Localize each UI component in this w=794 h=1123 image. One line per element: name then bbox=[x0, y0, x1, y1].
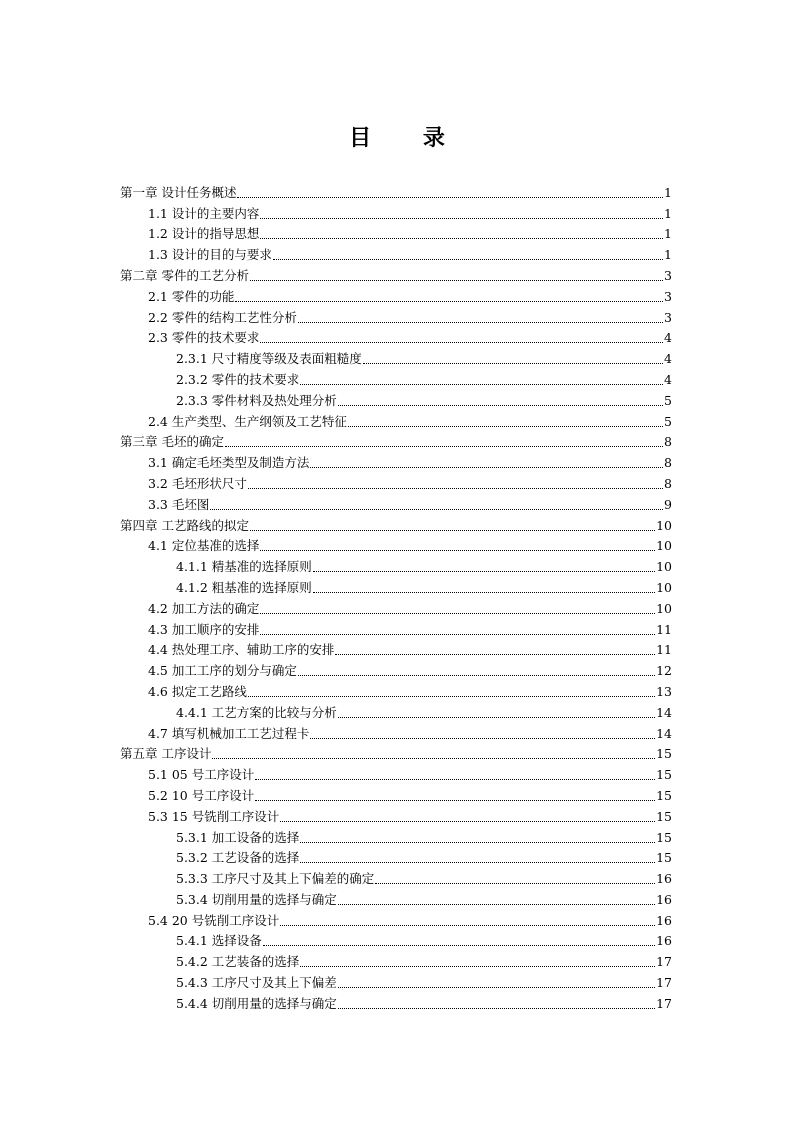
toc-section-entry[interactable] bbox=[120, 305, 672, 326]
dot-leader bbox=[338, 1008, 655, 1009]
toc-section-entry[interactable] bbox=[120, 284, 672, 305]
dot-leader bbox=[338, 717, 655, 718]
toc-entry-page-number: 15 bbox=[656, 808, 672, 824]
toc-entry-page-number: 10 bbox=[656, 517, 672, 533]
dot-leader bbox=[260, 342, 663, 343]
toc-section-entry[interactable] bbox=[120, 846, 672, 867]
toc-entry-page-number: 11 bbox=[656, 621, 672, 637]
toc-entry-label: 第一章 设计任务概述 bbox=[120, 184, 237, 200]
toc-section-entry[interactable] bbox=[120, 388, 672, 409]
toc-entry-label: 3.1 确定毛坯类型及制造方法 bbox=[148, 455, 310, 471]
toc-section-entry[interactable] bbox=[120, 721, 672, 742]
toc-entry-page-number: 16 bbox=[656, 912, 672, 928]
toc-section-entry[interactable] bbox=[120, 471, 672, 492]
toc-entry-page-number: 1 bbox=[664, 184, 672, 200]
toc-entry-page-number: 13 bbox=[656, 683, 672, 699]
toc-section-entry[interactable] bbox=[120, 679, 672, 700]
toc-section-entry[interactable] bbox=[120, 575, 672, 596]
toc-entry-label: 第三章 毛坯的确定 bbox=[120, 434, 224, 450]
toc-entry-label: 5.1 05 号工序设计 bbox=[148, 767, 255, 783]
dot-leader bbox=[260, 218, 663, 219]
toc-section-entry[interactable] bbox=[120, 367, 672, 388]
toc-entry-page-number: 16 bbox=[656, 933, 672, 949]
toc-chapter-entry[interactable] bbox=[120, 513, 672, 534]
dot-leader bbox=[210, 509, 663, 510]
toc-entry-label: 4.1 定位基准的选择 bbox=[148, 538, 260, 554]
toc-entry-label: 4.4.1 工艺方案的比较与分析 bbox=[176, 704, 337, 720]
toc-entry-page-number: 17 bbox=[656, 995, 672, 1011]
dot-leader bbox=[348, 426, 663, 427]
toc-entry-page-number: 1 bbox=[664, 226, 672, 242]
toc-section-entry[interactable] bbox=[120, 908, 672, 929]
toc-section-entry[interactable] bbox=[120, 949, 672, 970]
table-of-contents bbox=[120, 180, 672, 1012]
toc-entry-page-number: 10 bbox=[656, 538, 672, 554]
toc-section-entry[interactable] bbox=[120, 638, 672, 659]
dot-leader bbox=[300, 862, 655, 863]
toc-section-entry[interactable] bbox=[120, 970, 672, 991]
dot-leader bbox=[300, 842, 655, 843]
toc-entry-page-number: 10 bbox=[656, 600, 672, 616]
toc-entry-page-number: 1 bbox=[664, 247, 672, 263]
toc-section-entry[interactable] bbox=[120, 617, 672, 638]
toc-entry-label: 5.3.1 加工设备的选择 bbox=[176, 829, 300, 845]
toc-entry-label: 3.3 毛坯图 bbox=[148, 496, 210, 512]
dot-leader bbox=[298, 322, 663, 323]
toc-entry-page-number: 4 bbox=[664, 351, 672, 367]
toc-section-entry[interactable] bbox=[120, 346, 672, 367]
toc-entry-label: 第五章 工序设计 bbox=[120, 746, 212, 762]
toc-section-entry[interactable] bbox=[120, 534, 672, 555]
toc-entry-label: 4.1.1 精基准的选择原则 bbox=[176, 559, 312, 575]
toc-section-entry[interactable] bbox=[120, 242, 672, 263]
toc-section-entry[interactable] bbox=[120, 222, 672, 243]
toc-section-entry[interactable] bbox=[120, 658, 672, 679]
toc-entry-page-number: 10 bbox=[656, 579, 672, 595]
toc-entry-label: 第二章 零件的工艺分析 bbox=[120, 267, 249, 283]
toc-entry-page-number: 12 bbox=[656, 663, 672, 679]
toc-section-entry[interactable] bbox=[120, 554, 672, 575]
toc-entry-page-number: 5 bbox=[664, 392, 672, 408]
toc-entry-label: 2.3.3 零件材料及热处理分析 bbox=[176, 392, 337, 408]
dot-leader bbox=[335, 654, 655, 655]
toc-entry-label: 2.3.2 零件的技术要求 bbox=[176, 371, 300, 387]
toc-entry-label: 4.3 加工顺序的安排 bbox=[148, 621, 260, 637]
toc-entry-label: 4.7 填写机械加工工艺过程卡 bbox=[148, 725, 310, 741]
toc-entry-page-number: 14 bbox=[656, 704, 672, 720]
toc-entry-page-number: 10 bbox=[656, 559, 672, 575]
toc-entry-page-number: 3 bbox=[664, 288, 672, 304]
toc-entry-label: 3.2 毛坯形状尺寸 bbox=[148, 475, 247, 491]
toc-entry-label: 4.6 拟定工艺路线 bbox=[148, 683, 247, 699]
toc-entry-page-number: 9 bbox=[664, 496, 672, 512]
toc-entry-page-number: 4 bbox=[664, 371, 672, 387]
dot-leader bbox=[273, 259, 663, 260]
toc-section-entry[interactable] bbox=[120, 929, 672, 950]
toc-entry-label: 5.4.3 工序尺寸及其上下偏差 bbox=[176, 975, 337, 991]
toc-entry-label: 5.4.1 选择设备 bbox=[176, 933, 262, 949]
toc-entry-label: 2.4 生产类型、生产纲领及工艺特征 bbox=[148, 413, 347, 429]
toc-entry-page-number: 15 bbox=[656, 746, 672, 762]
dot-leader bbox=[255, 779, 655, 780]
toc-entry-label: 5.3 15 号铣削工序设计 bbox=[148, 808, 280, 824]
dot-leader bbox=[310, 738, 655, 739]
dot-leader bbox=[310, 467, 663, 468]
toc-entry-page-number: 16 bbox=[656, 871, 672, 887]
toc-entry-page-number: 15 bbox=[656, 787, 672, 803]
toc-section-entry[interactable] bbox=[120, 201, 672, 222]
toc-entry-label: 1.2 设计的指导思想 bbox=[148, 226, 260, 242]
dot-leader bbox=[248, 488, 663, 489]
toc-entry-label: 5.4.4 切削用量的选择与确定 bbox=[176, 995, 337, 1011]
dot-leader bbox=[255, 800, 655, 801]
toc-entry-label: 5.4.2 工艺装备的选择 bbox=[176, 954, 300, 970]
page-title: 目 录 bbox=[349, 126, 467, 151]
dot-leader bbox=[212, 758, 655, 759]
toc-section-entry[interactable] bbox=[120, 762, 672, 783]
toc-entry-label: 4.2 加工方法的确定 bbox=[148, 600, 260, 616]
dot-leader bbox=[280, 925, 655, 926]
toc-entry-page-number: 11 bbox=[656, 642, 672, 658]
toc-chapter-entry[interactable] bbox=[120, 263, 672, 284]
toc-entry-page-number: 15 bbox=[656, 850, 672, 866]
toc-entry-page-number: 15 bbox=[656, 767, 672, 783]
toc-entry-label: 5.4 20 号铣削工序设计 bbox=[148, 912, 280, 928]
toc-entry-label: 5.3.3 工序尺寸及其上下偏差的确定 bbox=[176, 871, 375, 887]
toc-entry-page-number: 16 bbox=[656, 891, 672, 907]
dot-leader bbox=[250, 530, 655, 531]
toc-entry-page-number: 1 bbox=[664, 205, 672, 221]
toc-entry-page-number: 3 bbox=[664, 267, 672, 283]
dot-leader bbox=[338, 987, 655, 988]
toc-section-entry[interactable] bbox=[120, 450, 672, 471]
toc-section-entry[interactable] bbox=[120, 700, 672, 721]
toc-entry-label: 2.3.1 尺寸精度等级及表面粗糙度 bbox=[176, 351, 362, 367]
toc-section-entry[interactable] bbox=[120, 783, 672, 804]
toc-entry-page-number: 4 bbox=[664, 330, 672, 346]
dot-leader bbox=[260, 613, 655, 614]
dot-leader bbox=[225, 446, 663, 447]
toc-chapter-entry[interactable] bbox=[120, 180, 672, 201]
toc-entry-page-number: 8 bbox=[664, 475, 672, 491]
dot-leader bbox=[338, 405, 663, 406]
dot-leader bbox=[338, 904, 655, 905]
toc-entry-page-number: 5 bbox=[664, 413, 672, 429]
dot-leader bbox=[313, 592, 655, 593]
dot-leader bbox=[260, 238, 663, 239]
toc-entry-label: 2.1 零件的功能 bbox=[148, 288, 235, 304]
dot-leader bbox=[363, 363, 663, 364]
toc-section-entry[interactable] bbox=[120, 825, 672, 846]
dot-leader bbox=[300, 384, 663, 385]
dot-leader bbox=[300, 966, 655, 967]
toc-entry-label: 5.3.2 工艺设备的选择 bbox=[176, 850, 300, 866]
dot-leader bbox=[375, 883, 655, 884]
toc-entry-label: 4.4 热处理工序、辅助工序的安排 bbox=[148, 642, 335, 658]
toc-entry-label: 1.3 设计的目的与要求 bbox=[148, 247, 272, 263]
toc-section-entry[interactable] bbox=[120, 866, 672, 887]
toc-entry-page-number: 3 bbox=[664, 309, 672, 325]
dot-leader bbox=[298, 675, 655, 676]
dot-leader bbox=[313, 571, 655, 572]
toc-section-entry[interactable] bbox=[120, 991, 672, 1012]
dot-leader bbox=[237, 197, 663, 198]
toc-entry-page-number: 8 bbox=[664, 455, 672, 471]
toc-entry-label: 4.1.2 粗基准的选择原则 bbox=[176, 579, 312, 595]
toc-entry-page-number: 15 bbox=[656, 829, 672, 845]
dot-leader bbox=[260, 634, 655, 635]
toc-section-entry[interactable] bbox=[120, 596, 672, 617]
toc-entry-label: 5.2 10 号工序设计 bbox=[148, 787, 255, 803]
toc-entry-page-number: 14 bbox=[656, 725, 672, 741]
toc-entry-label: 1.1 设计的主要内容 bbox=[148, 205, 260, 221]
toc-chapter-entry[interactable] bbox=[120, 430, 672, 451]
dot-leader bbox=[248, 696, 655, 697]
dot-leader bbox=[235, 301, 663, 302]
toc-section-entry[interactable] bbox=[120, 409, 672, 430]
toc-section-entry[interactable] bbox=[120, 804, 672, 825]
toc-section-entry[interactable] bbox=[120, 492, 672, 513]
toc-entry-label: 第四章 工艺路线的拟定 bbox=[120, 517, 249, 533]
toc-entry-label: 2.3 零件的技术要求 bbox=[148, 330, 260, 346]
toc-section-entry[interactable] bbox=[120, 887, 672, 908]
dot-leader bbox=[260, 550, 655, 551]
toc-entry-label: 4.5 加工工序的划分与确定 bbox=[148, 663, 297, 679]
dot-leader bbox=[280, 821, 655, 822]
toc-entry-page-number: 17 bbox=[656, 975, 672, 991]
dot-leader bbox=[263, 945, 655, 946]
dot-leader bbox=[250, 280, 663, 281]
toc-chapter-entry[interactable] bbox=[120, 742, 672, 763]
toc-entry-label: 2.2 零件的结构工艺性分析 bbox=[148, 309, 297, 325]
toc-entry-page-number: 8 bbox=[664, 434, 672, 450]
toc-entry-label: 5.3.4 切削用量的选择与确定 bbox=[176, 891, 337, 907]
toc-section-entry[interactable] bbox=[120, 326, 672, 347]
toc-entry-page-number: 17 bbox=[656, 954, 672, 970]
